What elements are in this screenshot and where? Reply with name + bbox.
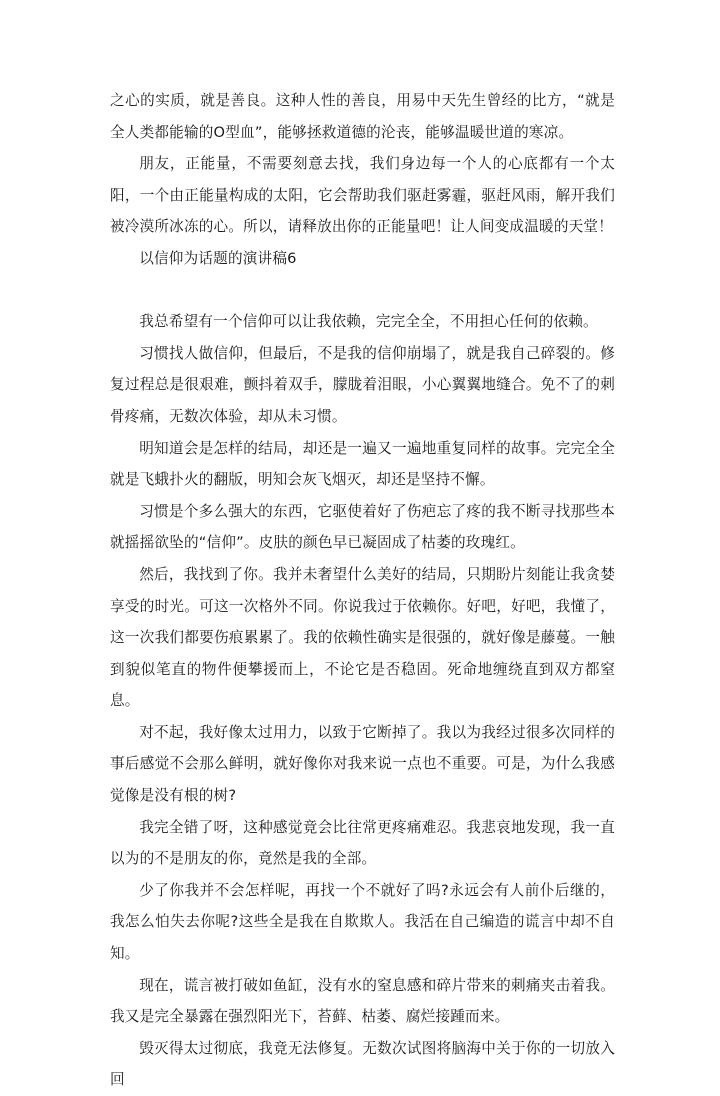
section-title: 以信仰为话题的演讲稿6 — [139, 249, 297, 267]
paragraph: 明知道会是怎样的结局，却还是一遍又一遍地重复同样的故事。完完全全就是飞蛾扑火的翻版，明知会灰飞烟灭，却还是坚持不懈。 — [110, 439, 615, 489]
paragraph: 习惯找人做信仰，但最后，不是我的信仰崩塌了，就是我自己碎裂的。修复过程总是很艰难，颤抖着双手，朦胧着泪眼，小心翼翼地缝合。免不了的刺骨疼痛，无数次体验，却从未习惯。 — [110, 344, 615, 425]
paragraph: 然后，我找到了你。我并未奢望什么美好的结局，只期盼片刻能让我贪婪享受的时光。可这一次格外不同。你说我过于依赖你。好吧，好吧，我懂了，这一次我们都要伤痕累累了。我的依赖性确实是很强的，就好像是藤蔓。一触到貌似笔直的物件便攀援而上，不论它是否稳固。死命地缠绕直到双方都窒息。 — [110, 565, 615, 710]
blank-line — [110, 275, 615, 307]
paragraph: 现在，谎言被打破如鱼缸，没有水的窒息感和碎片带来的刺痛夹击着我。我又是完全暴露在强烈阳光下，苔藓、枯萎、腐烂接踵而来。 — [110, 976, 615, 1026]
paragraph: 毁灭得太过彻底，我竟无法修复。无数次试图将脑海中关于你的一切放入回 — [110, 1039, 615, 1089]
paragraph: 习惯是个多么强大的东西，它驱使着好了伤疤忘了疼的我不断寻找那些本就摇摇欲坠的“信仰”。皮肤的颜色早已凝固成了枯萎的玫瑰红。 — [110, 502, 615, 552]
paragraph: 我总希望有一个信仰可以让我依赖，完完全全，不用担心任何的依赖。 — [139, 313, 598, 331]
document-body — [110, 85, 615, 1096]
paragraph-top-1: 之心的实质，就是善良。这种人性的善良，用易中天先生曾经的比方，“就是全人类都能输的O型血”，能够拯救道德的沦丧，能够温暖世道的寒凉。 — [110, 92, 615, 141]
paragraph: 我完全错了呀，这种感觉竟会比往常更疼痛难忍。我悲哀地发现，我一直以为的不是朋友的你，竟然是我的全部。 — [110, 818, 615, 868]
paragraph: 少了你我并不会怎样呢，再找一个不就好了吗?永远会有人前仆后继的，我怎么怕失去你呢?这些全是我在自欺欺人。我活在自己编造的谎言中却不自知。 — [110, 881, 615, 963]
paragraph: 对不起，我好像太过用力，以致于它断掉了。我以为我经过很多次同样的事后感觉不会那么鲜明，就好像你对我来说一点也不重要。可是，为什么我感觉像是没有根的树? — [110, 723, 615, 805]
paragraph-top-2: 朋友，正能量，不需要刻意去找，我们身边每一个人的心底都有一个太阳，一个由正能量构成的太阳，它会帮助我们驱赶雾霾，驱赶风雨，解开我们被冷漠所冰冻的心。所以，请释放出你的正能量吧！让人间变成温暖的天堂！ — [110, 155, 615, 236]
